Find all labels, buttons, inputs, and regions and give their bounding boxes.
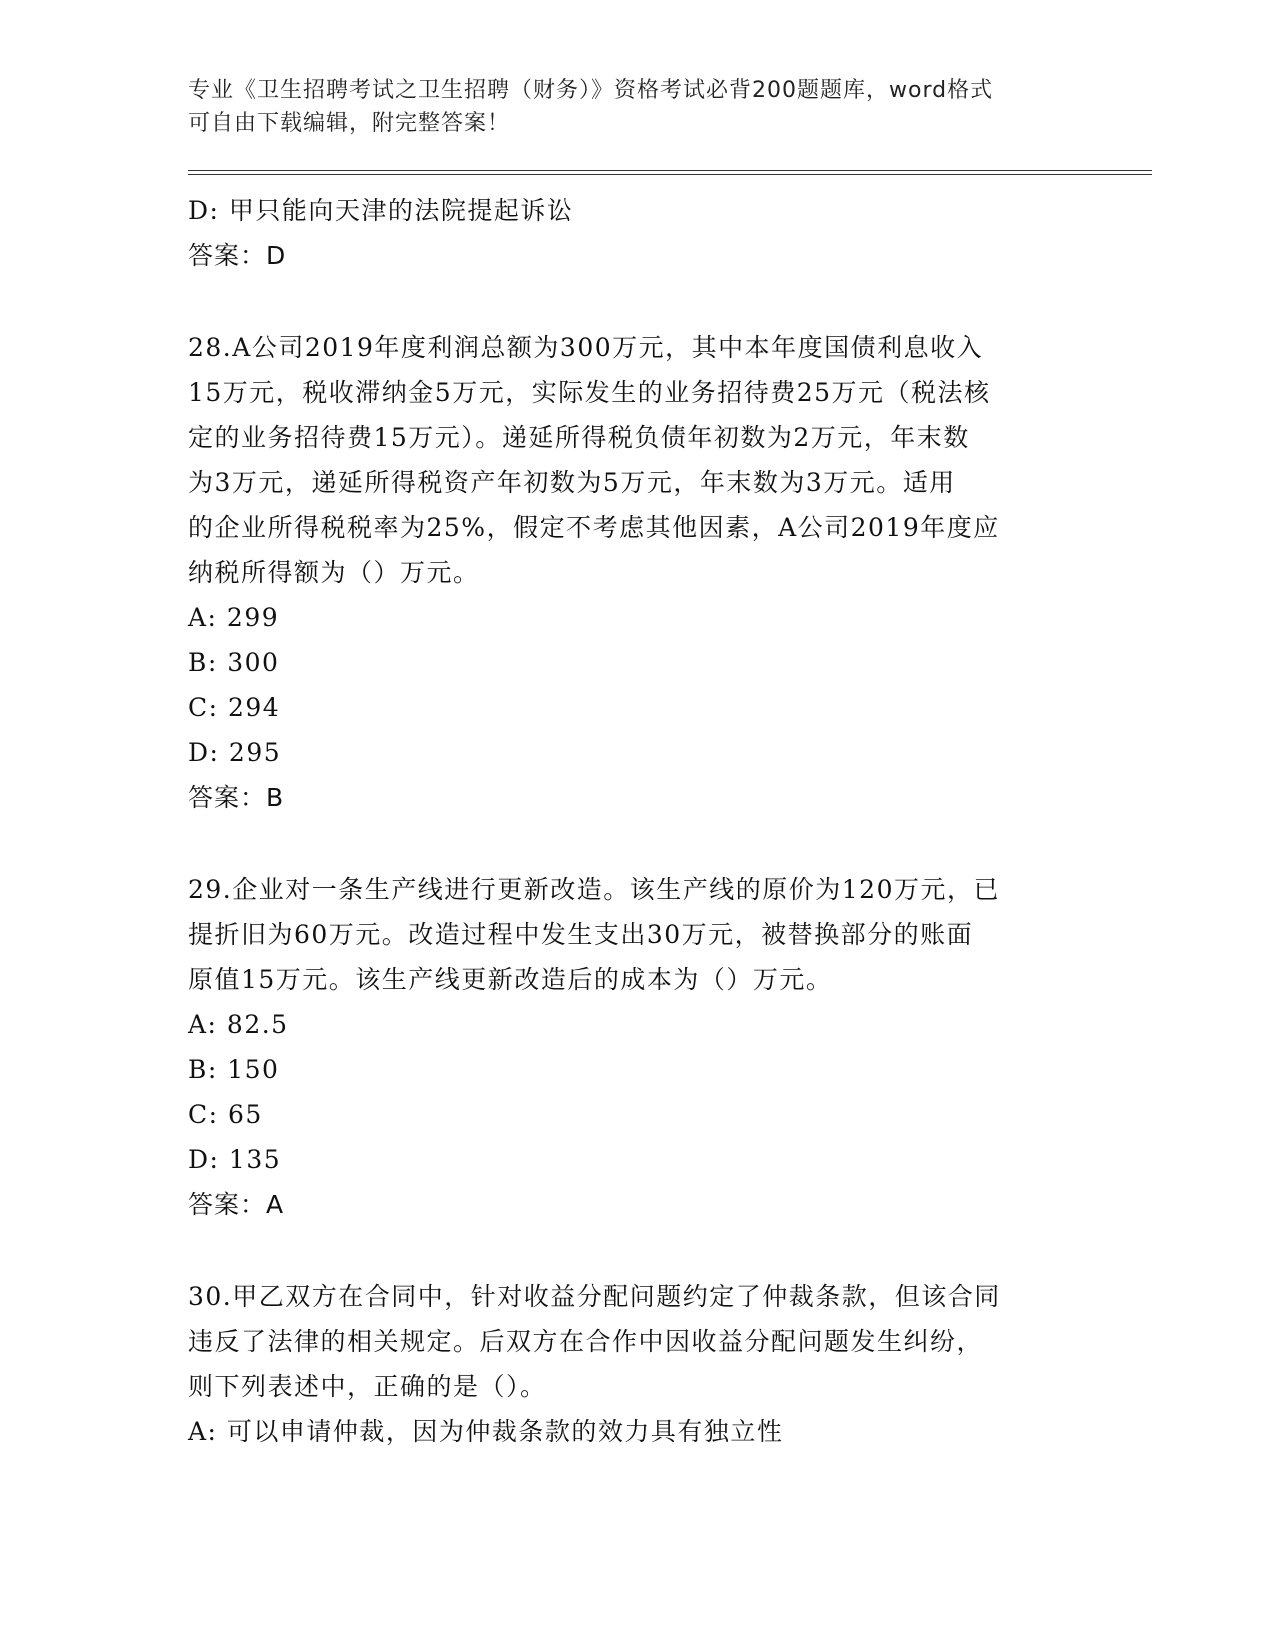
- question-stem: [188, 325, 1068, 595]
- option-a: A: 可以申请仲裁，因为仲裁条款的效力具有独立性: [188, 1417, 784, 1446]
- header-divider-bottom: [188, 174, 1152, 175]
- option-c: C: 65: [188, 1100, 263, 1129]
- question-28: [188, 325, 1068, 820]
- stem-line: 定的业务招待费15万元）。递延所得税负债年初数为2万元，年末数: [188, 423, 970, 452]
- option-b: B: 300: [188, 648, 280, 677]
- stem-line: 提折旧为60万元。改造过程中发生支出30万元，被替换部分的账面: [188, 920, 974, 949]
- option-d: D: 135: [188, 1145, 282, 1174]
- stem-line: 的企业所得税税率为25%，假定不考虑其他因素，A公司2019年度应: [188, 513, 1000, 542]
- option-c: C: 294: [188, 693, 281, 722]
- option-b: B: 150: [188, 1055, 280, 1084]
- question-29: [188, 867, 1068, 1227]
- option-a: A: 299: [188, 603, 280, 632]
- stem-line: 则下列表述中，正确的是（）。: [188, 1372, 547, 1401]
- stem-line: 30.甲乙双方在合同中，针对收益分配问题约定了仲裁条款，但该合同: [188, 1282, 1001, 1311]
- answer-line: 答案：D: [188, 241, 287, 270]
- question-stem: [188, 1274, 1068, 1409]
- option-d: D: 295: [188, 738, 282, 767]
- header-line-2: 可自由下载编辑，附完整答案！: [188, 111, 511, 136]
- question-stem: [188, 867, 1068, 1002]
- option-d: D: 甲只能向天津的法院提起诉讼: [188, 196, 574, 225]
- answer-line: 答案：B: [188, 783, 285, 812]
- stem-line: 原值15万元。该生产线更新改造后的成本为（）万元。: [188, 965, 833, 994]
- option-a: A: 82.5: [188, 1010, 289, 1039]
- question-30: [188, 1274, 1068, 1454]
- stem-line: 29.企业对一条生产线进行更新改造。该生产线的原价为120万元，已: [188, 875, 1000, 904]
- answer-line: 答案：A: [188, 1190, 285, 1219]
- document-header: [188, 74, 1068, 140]
- header-line-1: 专业《卫生招聘考试之卫生招聘（财务）》资格考试必背200题题库，word格式: [188, 78, 994, 103]
- stem-line: 纳税所得额为（）万元。: [188, 558, 480, 587]
- stem-line: 为3万元，递延所得税资产年初数为5万元，年末数为3万元。适用: [188, 468, 956, 497]
- document-body: [188, 188, 1068, 1454]
- stem-line: 15万元，税收滞纳金5万元，实际发生的业务招待费25万元（税法核: [188, 378, 991, 407]
- previous-question-tail: [188, 188, 1068, 278]
- stem-line: 违反了法律的相关规定。后双方在合作中因收益分配问题发生纠纷，: [188, 1327, 984, 1356]
- header-divider-top: [188, 170, 1152, 171]
- stem-line: 28.A公司2019年度利润总额为300万元，其中本年度国债利息收入: [188, 333, 984, 362]
